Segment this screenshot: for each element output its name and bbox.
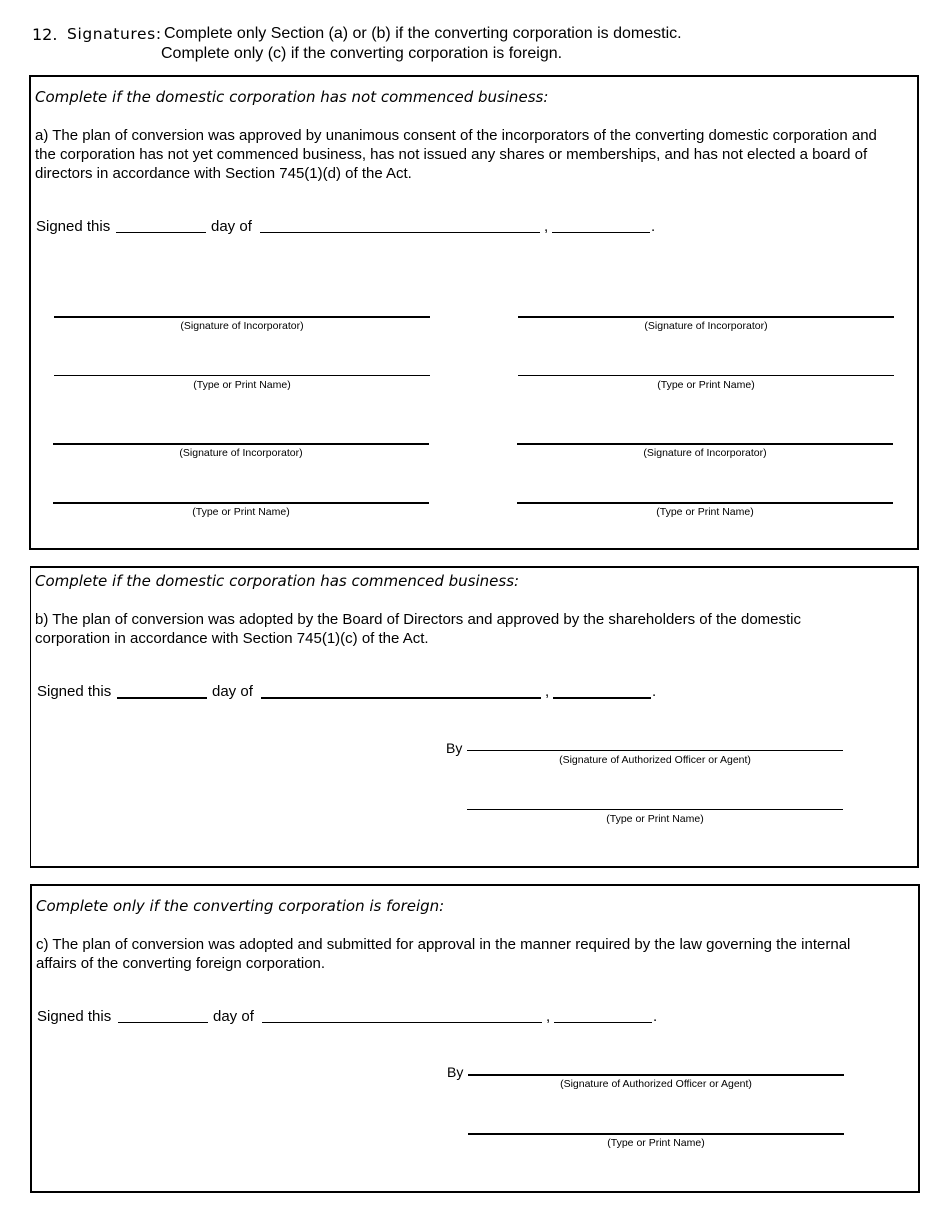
section-b-para-line: corporation in accordance with Section 745(1)(c) of the Act. <box>35 630 429 647</box>
officer-signature-caption: (Signature of Authorized Officer or Agent) <box>560 1078 752 1090</box>
year-field[interactable] <box>553 697 651 699</box>
section-c-para-line: affairs of the converting foreign corporation. <box>36 955 326 972</box>
incorporator-name-line[interactable] <box>54 375 430 376</box>
period: . <box>651 218 656 235</box>
officer-name-caption: (Type or Print Name) <box>606 813 704 825</box>
officer-signature-caption: (Signature of Authorized Officer or Agent) <box>559 754 751 766</box>
day-of-label: day of <box>213 1008 254 1025</box>
section-a-paragraph <box>35 126 877 183</box>
incorporator-name-caption: (Type or Print Name) <box>656 506 754 518</box>
incorporator-signature-line[interactable] <box>517 443 893 445</box>
year-field[interactable] <box>552 232 650 233</box>
section-a-box <box>29 75 919 550</box>
officer-signature-line[interactable] <box>468 1074 844 1076</box>
section-a-para-line: a) The plan of conversion was approved by unanimous consent of the incorporators of the converting domestic corporation and <box>35 127 877 144</box>
incorporator-signature-line[interactable] <box>54 316 430 318</box>
incorporator-signature-caption: (Signature of Incorporator) <box>179 447 303 459</box>
incorporator-name-caption: (Type or Print Name) <box>657 379 755 391</box>
header-instruction-1: Complete only Section (a) or (b) if the converting corporation is domestic. <box>164 25 682 42</box>
incorporator-name-line[interactable] <box>518 375 894 376</box>
period: . <box>652 683 657 700</box>
section-number: 12. <box>32 25 58 44</box>
section-c-paragraph <box>36 935 850 973</box>
incorporator-signature-caption: (Signature of Incorporator) <box>644 320 768 332</box>
section-a-para-line: the corporation has not yet commenced business, has not issued any shares or memberships, and has not elected a board of <box>35 146 868 163</box>
section-b-para-line: b) The plan of conversion was adopted by the Board of Directors and approved by the shareholders of the domestic <box>35 611 802 628</box>
day-field[interactable] <box>117 697 207 699</box>
incorporator-signature-line[interactable] <box>53 443 429 445</box>
header-instruction-2: Complete only (c) if the converting corporation is foreign. <box>161 45 563 62</box>
period: . <box>653 1008 658 1025</box>
section-b-box <box>30 566 919 868</box>
section-label: Signatures: <box>67 25 162 43</box>
section-b-title: Complete if the domestic corporation has commenced business: <box>35 572 520 590</box>
day-of-label: day of <box>212 683 253 700</box>
officer-name-line[interactable] <box>468 1133 844 1135</box>
day-field[interactable] <box>118 1022 208 1023</box>
officer-name-caption: (Type or Print Name) <box>607 1137 705 1149</box>
comma: , <box>546 1008 551 1025</box>
day-of-label: day of <box>211 218 252 235</box>
section-c-box <box>30 884 920 1193</box>
incorporator-signature-line[interactable] <box>518 316 894 318</box>
by-label: By <box>446 740 463 756</box>
incorporator-name-line[interactable] <box>517 502 893 504</box>
section-b-paragraph <box>35 610 801 648</box>
incorporator-name-caption: (Type or Print Name) <box>192 506 290 518</box>
month-field[interactable] <box>261 697 541 699</box>
section-c-title: Complete only if the converting corporation is foreign: <box>36 897 445 915</box>
by-label: By <box>447 1064 464 1080</box>
officer-signature-line[interactable] <box>467 750 843 751</box>
incorporator-signature-caption: (Signature of Incorporator) <box>180 320 304 332</box>
month-field[interactable] <box>260 232 540 233</box>
section-a-para-line: directors in accordance with Section 745(1)(d) of the Act. <box>35 165 412 182</box>
incorporator-signature-caption: (Signature of Incorporator) <box>643 447 767 459</box>
officer-name-line[interactable] <box>467 809 843 810</box>
incorporator-name-line[interactable] <box>53 502 429 504</box>
day-field[interactable] <box>116 232 206 233</box>
month-field[interactable] <box>262 1022 542 1023</box>
incorporator-name-caption: (Type or Print Name) <box>193 379 291 391</box>
comma: , <box>545 683 550 700</box>
signed-this-label: Signed this <box>36 218 111 235</box>
year-field[interactable] <box>554 1022 652 1023</box>
comma: , <box>544 218 549 235</box>
signed-this-label: Signed this <box>37 683 112 700</box>
section-c-para-line: c) The plan of conversion was adopted and submitted for approval in the manner required by the law governing the internal <box>36 936 851 953</box>
signed-this-label: Signed this <box>37 1008 112 1025</box>
section-a-title: Complete if the domestic corporation has not commenced business: <box>35 88 549 106</box>
